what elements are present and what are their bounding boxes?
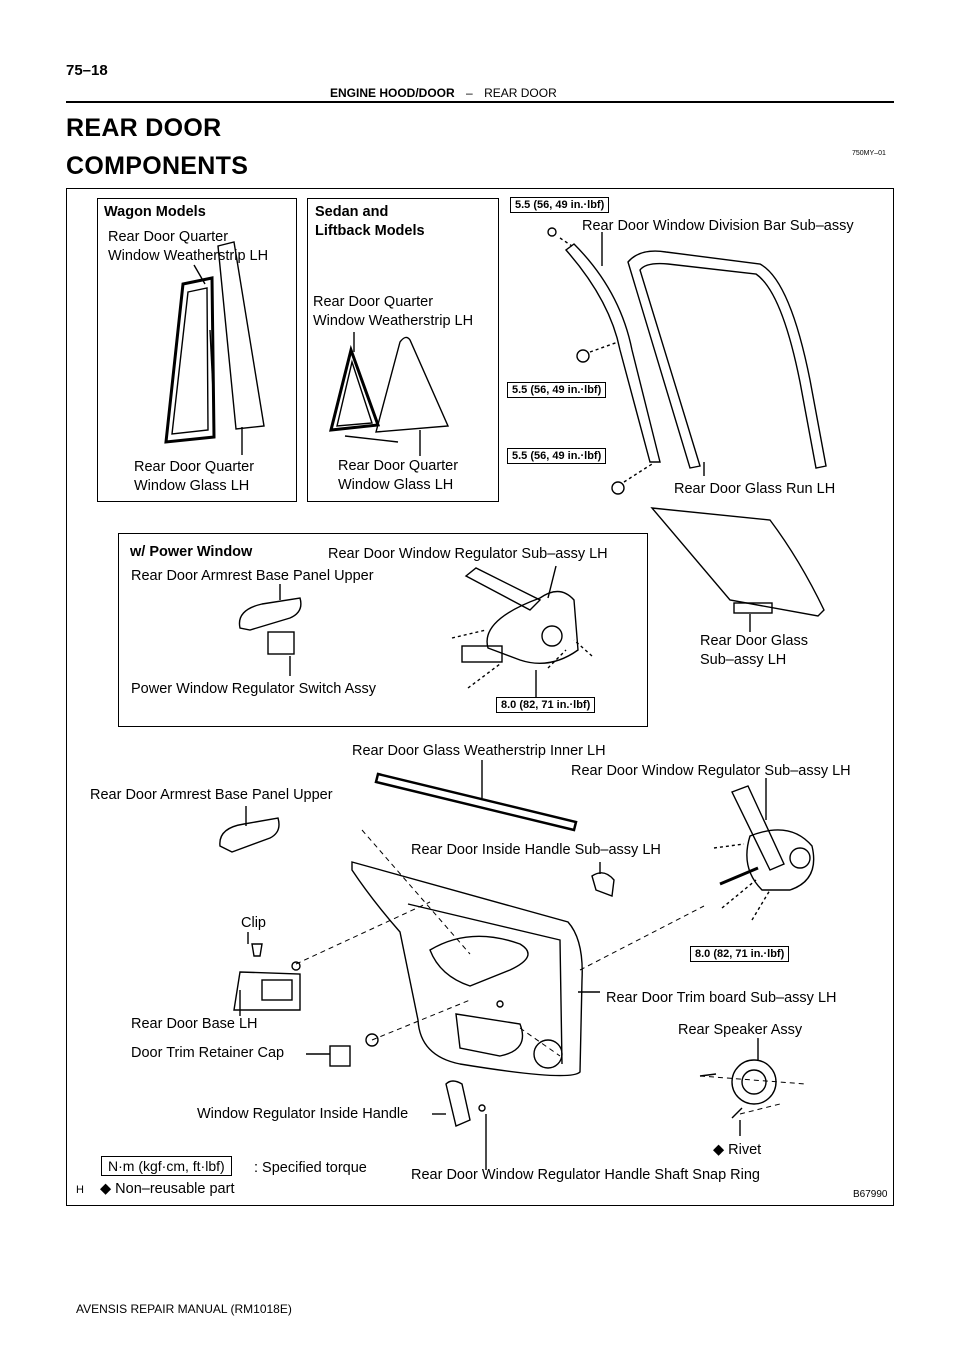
manual-regulator-label: Rear Door Window Regulator Sub–assy LH — [571, 763, 851, 779]
clip-label: Clip — [241, 915, 266, 931]
pw-regulator-drawing — [452, 568, 592, 688]
sedan-heading: Sedan and Liftback Models — [315, 204, 425, 239]
retainer-cap-drawing — [330, 1034, 378, 1066]
inside-handle-drawing — [592, 873, 614, 896]
pw-regulator-label: Rear Door Window Regulator Sub–assy LH — [328, 546, 608, 562]
glass-run-drawing — [628, 251, 826, 468]
inside-handle-label: Rear Door Inside Handle Sub–assy LH — [411, 842, 661, 858]
wagon-heading: Wagon Models — [104, 204, 206, 220]
regulator-handle-drawing — [446, 1081, 485, 1126]
specified-torque-note: : Specified torque — [254, 1160, 367, 1176]
page-title: REAR DOOR — [66, 114, 222, 142]
glass-sub-assy-label: Rear Door Glass Sub–assy LH — [700, 633, 808, 668]
section-title: COMPONENTS — [66, 152, 249, 180]
weatherstrip-inner-drawing — [376, 774, 576, 830]
pw-switch-label: Power Window Regulator Switch Assy — [131, 681, 376, 697]
torque-spec-low: 5.5 (56, 49 in.·lbf) — [507, 448, 606, 464]
wagon-weatherstrip-label: Rear Door Quarter Window Weatherstrip LH — [108, 229, 269, 264]
document-code: 750MY–01 — [852, 150, 886, 157]
speaker-drawing — [700, 1060, 776, 1118]
retainer-cap-label: Door Trim Retainer Cap — [131, 1045, 285, 1061]
manual-footer: AVENSIS REPAIR MANUAL (RM1018E) — [76, 1302, 292, 1316]
wagon-quarter-weatherstrip-drawing — [166, 278, 214, 442]
page-number: 75–18 — [66, 62, 108, 79]
sedan-glass-label: Rear Door Quarter Window Glass LH — [338, 458, 459, 493]
armrest-upper-label: Rear Door Armrest Base Panel Upper — [90, 787, 333, 803]
section-name: ENGINE HOOD/DOOR — [330, 86, 455, 100]
torque-unit-legend: N·m (kgf·cm, ft·lbf) — [101, 1156, 232, 1176]
torque-spec-top: 5.5 (56, 49 in.·lbf) — [510, 197, 609, 213]
edition-marker: H — [76, 1184, 84, 1196]
sedan-weatherstrip-label: Rear Door Quarter Window Weatherstrip LH — [313, 294, 474, 329]
trim-board-drawing — [352, 862, 582, 1076]
sedan-quarter-weatherstrip-drawing — [331, 350, 398, 442]
sedan-quarter-glass-drawing — [376, 337, 448, 432]
armrest-upper-drawing — [220, 818, 279, 852]
weatherstrip-inner-label: Rear Door Glass Weatherstrip Inner LH — [352, 743, 606, 759]
clip-drawing — [252, 944, 262, 956]
manual-regulator-drawing — [714, 786, 814, 920]
pw-armrest-label: Rear Door Armrest Base Panel Upper — [131, 568, 374, 584]
power-window-heading: w/ Power Window — [130, 544, 253, 560]
trim-board-label: Rear Door Trim board Sub–assy LH — [606, 990, 837, 1006]
pw-armrest-drawing — [239, 598, 300, 654]
regulator-torque-spec: 8.0 (82, 71 in.·lbf) — [690, 946, 789, 962]
rivet-label: ◆ Rivet — [713, 1142, 762, 1158]
door-base-drawing — [234, 972, 300, 1010]
speaker-label: Rear Speaker Assy — [678, 1022, 803, 1038]
subsection-name: REAR DOOR — [484, 86, 557, 100]
glass-run-label: Rear Door Glass Run LH — [674, 481, 836, 497]
wagon-quarter-glass-drawing — [210, 242, 264, 429]
glass-sub-assy-drawing — [652, 508, 824, 616]
non-reusable-note: ◆ Non–reusable part — [100, 1181, 235, 1197]
assembly-lines — [296, 830, 806, 1114]
division-bar-label: Rear Door Window Division Bar Sub–assy — [582, 218, 854, 234]
figure-id: B67990 — [853, 1189, 888, 1200]
header-separator: – — [466, 86, 473, 100]
door-base-label: Rear Door Base LH — [131, 1016, 258, 1032]
wagon-glass-label: Rear Door Quarter Window Glass LH — [134, 459, 255, 494]
torque-spec-mid: 5.5 (56, 49 in.·lbf) — [507, 382, 606, 398]
snap-ring-label: Rear Door Window Regulator Handle Shaft Snap Ring — [411, 1167, 760, 1183]
pw-torque-spec: 8.0 (82, 71 in.·lbf) — [496, 697, 595, 713]
regulator-handle-label: Window Regulator Inside Handle — [197, 1106, 409, 1122]
